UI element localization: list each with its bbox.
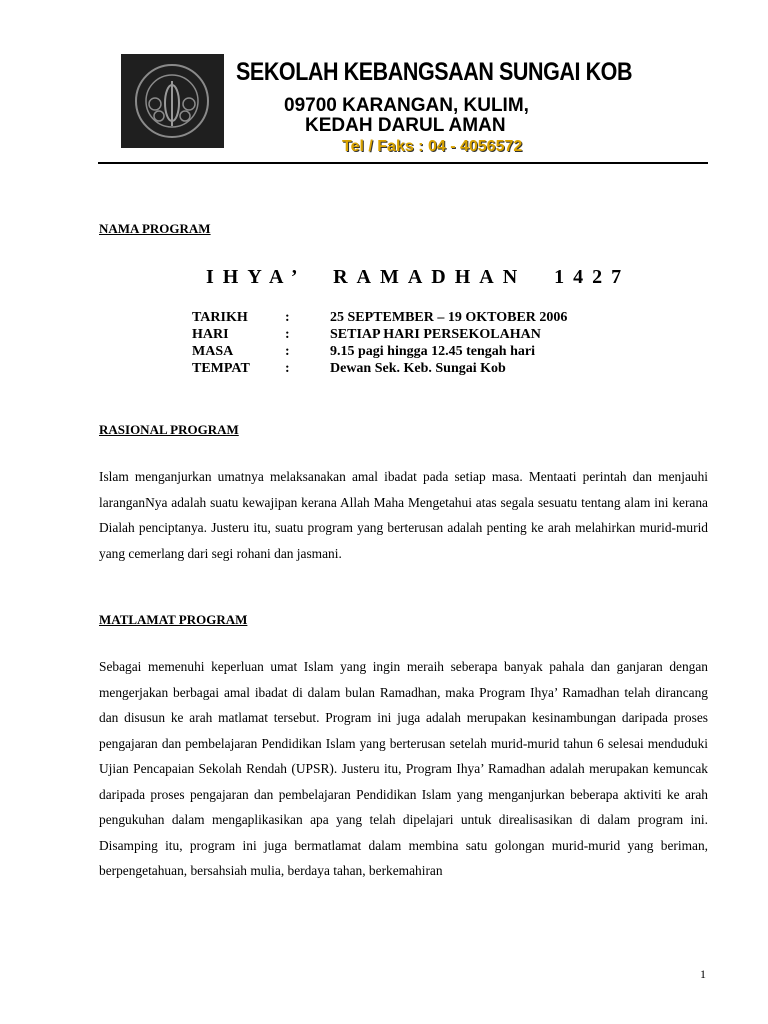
letterhead-divider — [98, 162, 708, 164]
detail-value: Dewan Sek. Keb. Sungai Kob — [330, 361, 506, 376]
program-name-heading: NAMA PROGRAM — [99, 221, 211, 236]
objective-paragraph: Sebagai memenuhi keperluan umat Islam yang ingin meraih seberapa banyak pahala dan ganjaran dengan mengerjakan berbagai amal ibadat di dalam bulan Ramadhan, maka Program Ihya’ Ramadhan telah dirancang dan disusun ke arah matlamat tersebut. Program ini juga adalah merupakan kesinambungan daripada proses pengajaran dan pembelajaran Pendidikan Islam yang berterusan setelah murid-murid tahun 6 selesai menduduki Ujian Pencapaian Sekolah Rendah (UPSR). Justeru itu, Program Ihya’ Ramadhan adalah merupakan kemuncak daripada proses pengajaran dan pembelajaran Pendidikan Islam yang menganjurkan beberapa aktiviti ke arah pengukuhan dalam mengaplikasikan apa yang telah dipelajari untuk direalisasikan di dalam program ini. Disamping itu, program ini juga bermatlamat dalam membina satu golongan murid-murid yang beriman, berpengetahuan, bersahsiah mulia, berdaya tahan, berkemahiran — [99, 659, 708, 878]
rationale-heading: RASIONAL PROGRAM — [99, 422, 239, 437]
program-title: IHYA’ RAMADHAN 1427 — [206, 266, 631, 288]
detail-value: 9.15 pagi hingga 12.45 tengah hari — [330, 344, 535, 359]
detail-value: 25 SEPTEMBER – 19 OKTOBER 2006 — [330, 310, 568, 325]
school-name: SEKOLAH KEBANGSAAN SUNGAI KOB — [236, 58, 633, 86]
detail-label: HARI — [192, 327, 229, 342]
detail-separator: : — [285, 310, 290, 325]
detail-separator: : — [285, 344, 290, 359]
detail-label: MASA — [192, 344, 234, 359]
rationale-paragraph: Islam menganjurkan umatnya melaksanakan amal ibadat pada setiap masa. Mentaati perintah dan menjauhi laranganNya adalah suatu kewajipan kerana Allah Maha Mengetahui atas segala sesuatu tentang alam ini kerana Dialah penciptanya. Justeru itu, suatu program yang berterusan adalah penting ke arah melahirkan murid-murid yang cemerlang dari segi rohani dan jasmani. — [99, 469, 708, 561]
detail-value: SETIAP HARI PERSEKOLAHAN — [330, 327, 541, 342]
detail-row-venue — [192, 360, 567, 377]
address-line-2: KEDAH DARUL AMAN — [305, 115, 506, 136]
detail-label: TEMPAT — [192, 361, 250, 376]
objective-heading: MATLAMAT PROGRAM — [99, 612, 248, 627]
detail-row-day — [192, 326, 567, 343]
school-crest-icon — [121, 54, 224, 148]
page-number: 1 — [700, 967, 706, 981]
program-details — [192, 309, 567, 377]
detail-label: TARIKH — [192, 310, 248, 325]
telephone-fax: Tel / Faks : 04 - 4056572 — [342, 138, 523, 155]
detail-row-date — [192, 309, 567, 326]
detail-separator: : — [285, 327, 290, 342]
detail-row-time — [192, 343, 567, 360]
address-line-1: 09700 KARANGAN, KULIM, — [284, 95, 529, 116]
detail-separator: : — [285, 361, 290, 376]
